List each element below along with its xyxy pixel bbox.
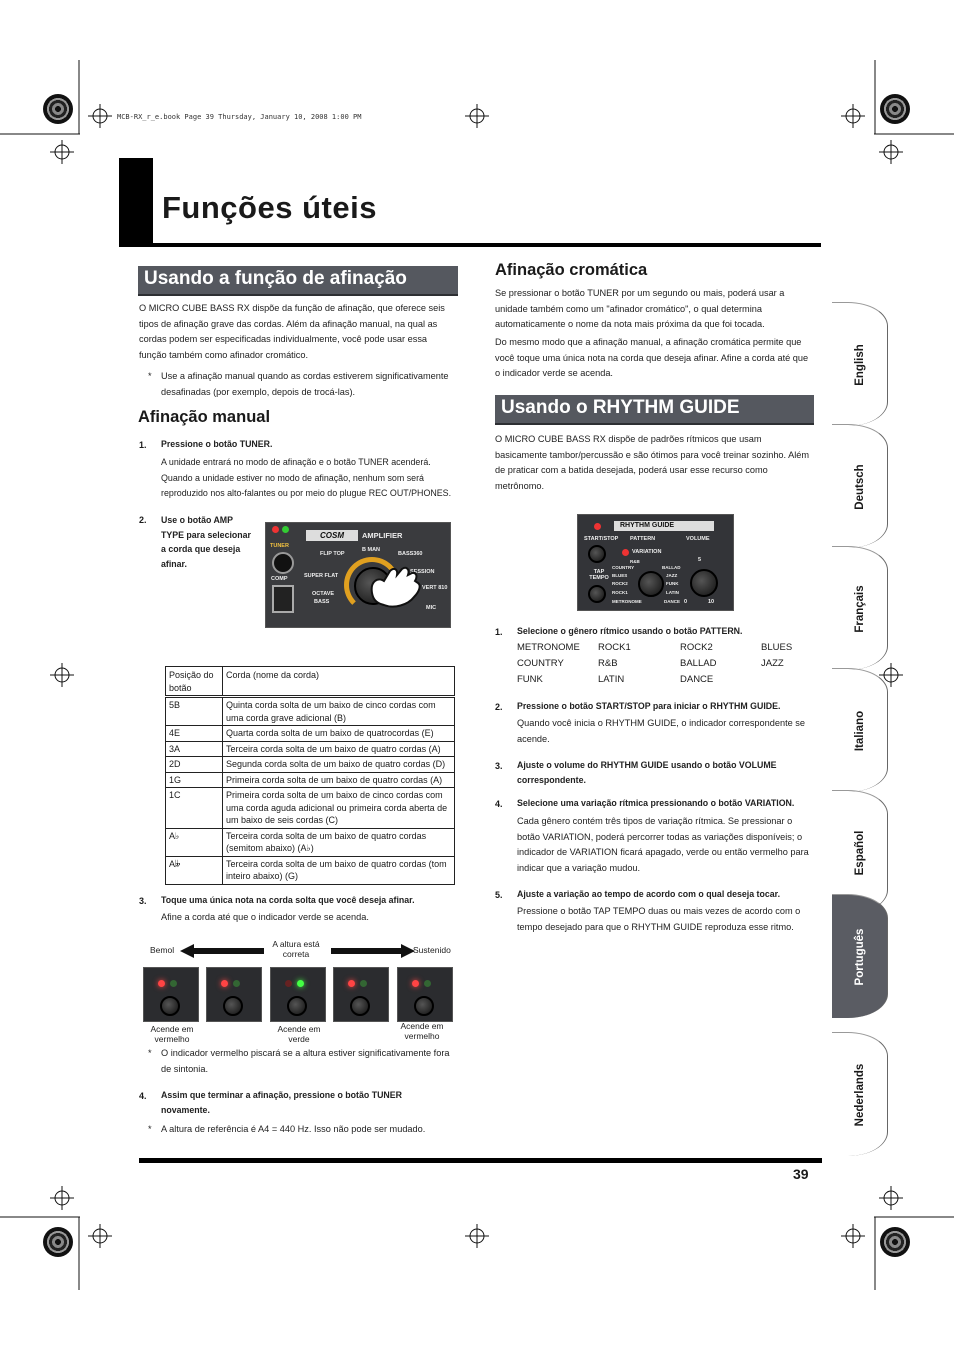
table-cell: Quinta corda solta de um baixo de cinco cordas com uma corda grave adicional (B)	[223, 697, 455, 726]
tab-label: Português	[853, 928, 866, 985]
rg-step-3-title: Ajuste o volume do RHYTHM GUIDE usando o botão VOLUME correspondente.	[517, 760, 777, 785]
genre-item: BALLAD	[680, 658, 717, 669]
arrow-right-icon	[331, 944, 415, 958]
variation-label: VARIATION	[632, 549, 662, 555]
step-number: 1.	[139, 440, 147, 450]
start-stop-label: START/STOP	[584, 536, 619, 542]
table-row	[166, 856, 455, 884]
red-led-icon	[348, 980, 355, 987]
step-number: 2.	[495, 702, 503, 712]
tab-label: Italiano	[853, 710, 866, 751]
chromatic-paragraph-1: Se pressionar o botão TUNER por um segundo ou mais, poderá usar a unidade também como um "afinador cromático", o qual determina automaticamente o nome da nota mais próxima da que foi tocada.	[495, 288, 785, 330]
super-flat-label: SUPER FLAT	[304, 573, 339, 579]
pattern-knob	[638, 571, 664, 597]
rg-step-1-title: Selecione o gênero rítmico usando o botão PATTERN.	[517, 626, 743, 636]
red-led-icon	[594, 523, 601, 530]
table-row	[166, 757, 455, 773]
bullet: *	[148, 1048, 152, 1058]
rg-step-2-title: Pressione o botão START/STOP para iniciar o RHYTHM GUIDE.	[517, 701, 781, 711]
table-cell: Terceira corda solta de um baixo de quatro cordas (A)	[223, 741, 455, 757]
comp-button	[272, 585, 294, 613]
section-title-rhythm-guide: Usando o RHYTHM GUIDE	[495, 395, 814, 425]
rg-step-5-title: Ajuste a variação ao tempo de acordo com o qual deseja tocar.	[517, 889, 781, 899]
rg-step-5-body: Pressione o botão TAP TEMPO duas ou mais vezes de acordo com o tempo desejado para que o RHYTHM GUIDE reproduza esse ritmo.	[517, 906, 801, 932]
genre-item: LATIN	[598, 674, 625, 685]
rhythm-guide-panel-figure	[577, 514, 734, 611]
table-cell: A𝄫	[166, 856, 223, 884]
tuning-note-1: Use a afinação manual quando as cordas estiverem significativamente desafinadas (por exemplo, depois de trocá-las).	[161, 371, 449, 397]
red-led-icon	[158, 980, 165, 987]
rhythm-guide-intro: O MICRO CUBE BASS RX dispõe de padrões rítmicos que usam basicamente tambor/percussão e são ótimos para você treinar sozinho. Além de praticar com a batida desejada, poderá usar esse recurso como metrônomo.	[495, 434, 810, 491]
volume-min-label: 0	[684, 599, 688, 605]
rock1-label: ROCK1	[612, 590, 628, 595]
rock2-label: ROCK2	[612, 581, 628, 586]
tab-label: Français	[853, 584, 866, 633]
genre-item: BLUES	[761, 642, 793, 653]
metronome-label: METRONOME	[612, 599, 642, 604]
page-title: Funções úteis	[162, 190, 377, 225]
table-row	[166, 772, 455, 788]
title-block-decoration	[119, 158, 153, 246]
step-number: 4.	[139, 1091, 147, 1101]
genre-item: COUNTRY	[517, 658, 564, 669]
volume-label: VOLUME	[686, 536, 710, 542]
step-number: 5.	[495, 890, 503, 900]
table-cell: 1G	[166, 772, 223, 788]
file-header: MCB-RX_r_e.book Page 39 Thursday, January 10, 2008 1:00 PM	[117, 113, 362, 121]
volume-max-label: 10	[708, 599, 715, 605]
tuner-button	[272, 552, 294, 574]
table-header-row	[166, 667, 455, 697]
correct-pitch-label: A altura está correta	[272, 939, 320, 959]
green-led-icon	[297, 980, 304, 987]
tab-label: Nederlands	[853, 1063, 866, 1126]
red-led-icon	[412, 980, 419, 987]
session-label: SESSION	[410, 569, 435, 575]
ballad-label: BALLAD	[662, 565, 681, 570]
rhythm-guide-title: RHYTHM GUIDE	[620, 522, 675, 529]
table-cell: 5B	[166, 697, 223, 726]
blues-label: BLUES	[612, 573, 628, 578]
genre-item: FUNK	[517, 674, 543, 685]
tuner-indicator-figure-4	[333, 967, 389, 1022]
title-rule	[119, 243, 821, 247]
tab-francais[interactable]	[832, 546, 888, 670]
country-label: COUNTRY	[612, 565, 635, 570]
green-led-icon	[282, 526, 289, 533]
page-number: 39	[793, 1166, 809, 1182]
table-cell: 4E	[166, 726, 223, 742]
step-number: 4.	[495, 799, 503, 809]
table-cell: Terceira corda solta de um baixo de quatro cordas (semitom abaixo) (A♭)	[223, 828, 455, 856]
bullet: *	[148, 1124, 152, 1134]
tuner-button-icon	[350, 996, 370, 1016]
tab-portugues[interactable]	[832, 894, 888, 1018]
amplifier-label: AMPLIFIER	[362, 531, 403, 540]
tap-tempo-button-icon	[588, 585, 606, 603]
lights-green-label: Acende em verde	[277, 1024, 321, 1044]
step-number: 3.	[495, 761, 503, 771]
table-row	[166, 697, 455, 726]
table-row	[166, 741, 455, 757]
start-stop-button-icon	[588, 545, 606, 563]
green-led-icon	[424, 980, 431, 987]
green-led-icon	[170, 980, 177, 987]
cosm-logo	[306, 530, 358, 541]
comp-label: COMP	[271, 576, 288, 582]
mic-label: MIC	[426, 605, 437, 611]
tuner-button-icon	[160, 996, 180, 1016]
table-cell: Primeira corda solta de um baixo de quatro cordas (A)	[223, 772, 455, 788]
tab-label: Español	[853, 830, 866, 875]
step-1-title: Pressione o botão TUNER.	[161, 439, 273, 449]
jazz-label: JAZZ	[666, 573, 678, 578]
table-cell: A♭	[166, 828, 223, 856]
tab-deutsch[interactable]	[832, 424, 888, 548]
genre-item: DANCE	[680, 674, 714, 685]
step-1-body: A unidade entrará no modo de afinação e o botão TUNER acenderá. Quando a unidade estiver no modo de afinação, nenhum som será reproduzido nos alto-falantes ou por meio do plugue REC OUT/PHONES.	[161, 457, 452, 499]
table-cell: 2D	[166, 757, 223, 773]
step-2-title: Use o botão AMP TYPE para selecionar a corda que deseja afinar.	[161, 515, 251, 569]
latin-label: LATIN	[666, 590, 679, 595]
genre-list	[517, 641, 821, 686]
table-row	[166, 828, 455, 856]
step-3-title: Toque uma única nota na corda solta que você deseja afinar.	[161, 895, 415, 905]
genre-item: R&B	[598, 658, 618, 669]
arrow-left-icon	[180, 944, 264, 958]
cosm-text: COSM	[320, 531, 344, 540]
genre-item: JAZZ	[761, 658, 784, 669]
vert-label: VERT 810	[422, 585, 448, 591]
table-cell: Quarta corda solta de um baixo de quatrocordas (E)	[223, 726, 455, 742]
step-number: 2.	[139, 515, 147, 525]
genre-item: ROCK2	[680, 642, 713, 653]
tuner-indicator-figure-3	[270, 967, 326, 1022]
red-led-icon	[285, 980, 292, 987]
rnb-label: R&B	[630, 559, 640, 564]
tuner-button-icon	[287, 996, 307, 1016]
rg-step-2-body: Quando você inicia o RHYTHM GUIDE, o indicador correspondente se acende.	[517, 718, 806, 744]
genre-item: ROCK1	[598, 642, 631, 653]
string-table	[165, 666, 455, 885]
chromatic-paragraph-2: Do mesmo modo que a afinação manual, a afinação cromática permite que você toque uma única nota na corda que deseja afinar. Afine a corda até que o indicador verde se acenda.	[495, 337, 809, 379]
volume-knob	[690, 569, 718, 597]
green-led-icon	[360, 980, 367, 987]
table-header-cell: Corda (nome da corda)	[223, 667, 455, 697]
subheading-chromatic-tuning: Afinação cromática	[495, 261, 648, 279]
b-man-label: B MAN	[362, 547, 381, 553]
pattern-label: PATTERN	[630, 536, 656, 542]
step-3-body: Afine a corda até que o indicador verde se acenda.	[161, 912, 369, 922]
table-cell: 1C	[166, 788, 223, 829]
rg-step-4-body: Cada gênero contém três tipos de variação rítmica. Se pressionar o botão VARIATION, poderá percorrer todas as variações disponíveis; o indicador de VARIATION ficará apagado, verde ou então vermelho para indicar que a variação mudou.	[517, 816, 809, 873]
table-cell: Primeira corda solta de um baixo de cinco cordas com uma corda aguda adicional ou primeira corda aberta de um baixo de seis cordas (C)	[223, 788, 455, 829]
bullet: *	[148, 371, 152, 381]
bass-label: BASS	[314, 599, 330, 605]
table-header-cell: Posição do botão	[166, 667, 223, 697]
tuner-button-icon	[414, 996, 434, 1016]
red-led-icon	[272, 526, 279, 533]
tab-italiano[interactable]	[832, 668, 888, 792]
tab-label: Deutsch	[853, 463, 866, 510]
octave-label: OCTAVE	[312, 591, 335, 597]
table-row	[166, 788, 455, 829]
tuning-note-2: O indicador vermelho piscará se a altura estiver significativamente fora de sintonia.	[161, 1048, 450, 1074]
rg-step-4-title: Selecione uma variação rítmica pressionando o botão VARIATION.	[517, 798, 795, 808]
tuner-label: TUNER	[270, 543, 289, 549]
flat-label: Bemol	[150, 945, 175, 955]
tuner-button-icon	[223, 996, 243, 1016]
tuner-indicator-figure-2	[206, 967, 262, 1022]
amp-type-panel-figure	[265, 522, 451, 628]
tab-nederlands[interactable]	[832, 1032, 888, 1156]
volume-mid-label: 5	[698, 557, 702, 563]
table-cell: Terceira corda solta de um baixo de quatro cordas (tom inteiro abaixo) (G)	[223, 856, 455, 884]
green-led-icon	[233, 980, 240, 987]
subheading-manual-tuning: Afinação manual	[138, 408, 271, 426]
section-title-tuning: Usando a função de afinação	[138, 266, 458, 296]
rhythm-guide-title-bar	[614, 521, 714, 531]
funk-label: FUNK	[666, 581, 679, 586]
tuning-intro: O MICRO CUBE BASS RX dispõe da função de afinação, que oferece seis tipos de afinação grave das cordas. Além da afinação manual, na qual as cordas podem ser especificadas individualmente, você pode usar essa função também como afinador cromático.	[139, 303, 445, 360]
step-4-title: Assim que terminar a afinação, pressione o botão TUNER novamente.	[161, 1090, 402, 1115]
bass360-label: BASS360	[398, 551, 423, 557]
genre-item: METRONOME	[517, 642, 580, 653]
flip-top-label: FLIP TOP	[320, 551, 345, 557]
language-tabs	[832, 302, 892, 1160]
lights-red-label-right: Acende em vermelho	[400, 1021, 444, 1041]
dance-label: DANCE	[664, 599, 681, 604]
table-cell: Segunda corda solta de um baixo de quatro cordas (D)	[223, 757, 455, 773]
tab-label: English	[853, 343, 866, 386]
tap-tempo-label: TAP TEMPO	[589, 569, 609, 581]
footer-rule	[139, 1158, 822, 1163]
variation-led-icon	[622, 549, 629, 556]
step-number: 1.	[495, 627, 503, 637]
tuner-indicator-figure-5	[397, 967, 453, 1022]
lights-red-label-left: Acende em vermelho	[150, 1024, 194, 1044]
sharp-label: Sustenido	[413, 945, 451, 955]
tuner-indicator-figure-1	[143, 967, 199, 1022]
red-led-icon	[221, 980, 228, 987]
table-cell: 3A	[166, 741, 223, 757]
tab-english[interactable]	[832, 302, 888, 426]
table-row	[166, 726, 455, 742]
hand-icon	[364, 563, 424, 611]
step-number: 3.	[139, 896, 147, 906]
tuning-note-3: A altura de referência é A4 = 440 Hz. Isso não pode ser mudado.	[161, 1124, 426, 1134]
